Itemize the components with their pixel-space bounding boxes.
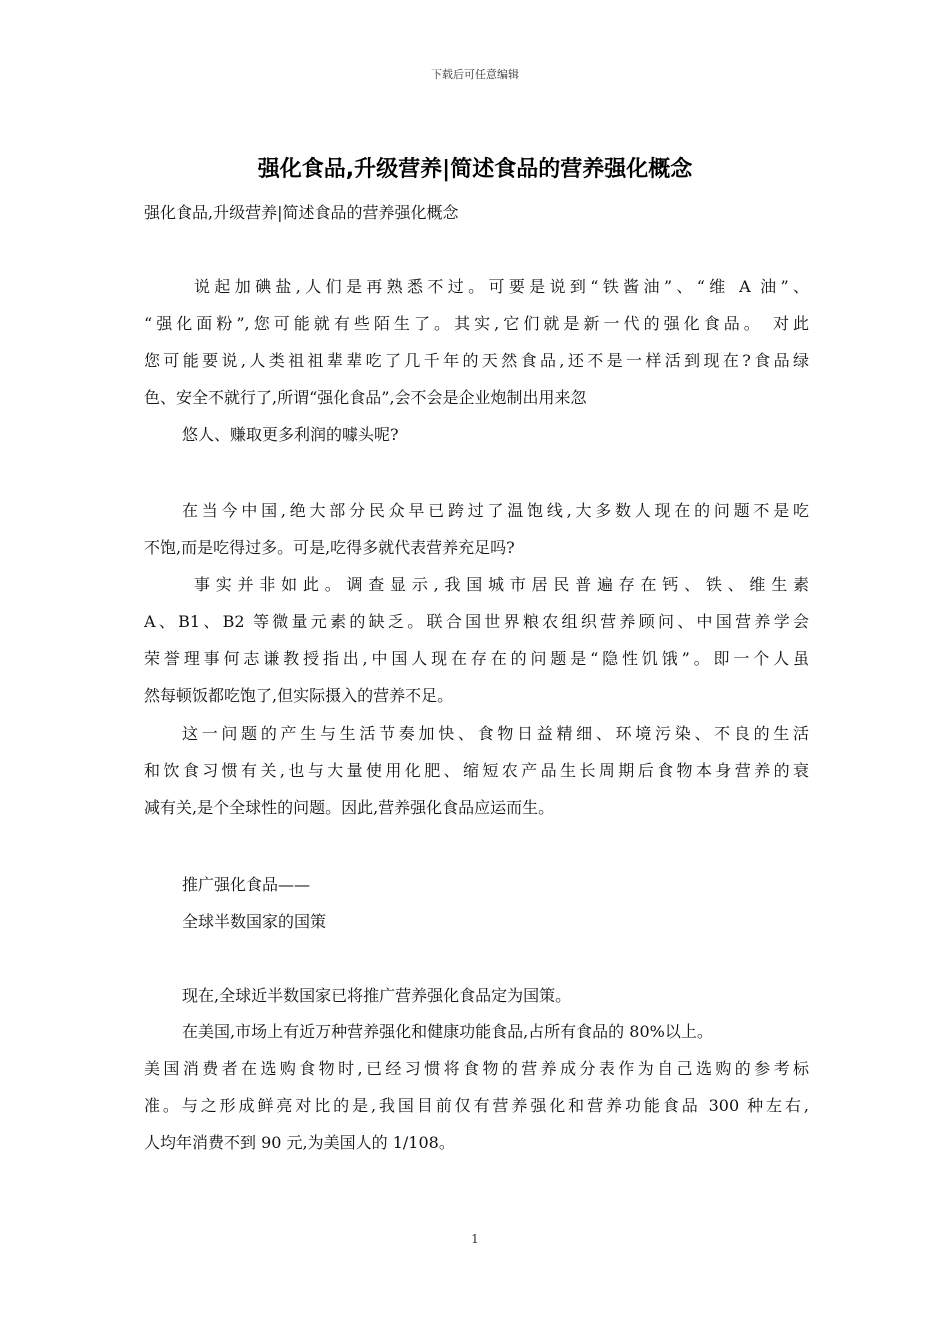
paragraph-line: 不饱,而是吃得过多。可是,吃得多就代表营养充足吗? xyxy=(144,538,515,557)
page-number: 1 xyxy=(471,1232,479,1246)
paragraph-line: 减有关,是个全球性的问题。因此,营养强化食品应运而生。 xyxy=(144,798,555,817)
paragraph-line: 准。与之形成鲜亮对比的是,我国目前仅有营养强化和营养功能食品 300 种左右, xyxy=(144,1096,809,1115)
paragraph-line: “强化面粉”,您可能就有些陌生了。其实,它们就是新一代的强化食品。 对此 xyxy=(144,314,809,333)
paragraph-china-situation xyxy=(144,492,809,566)
paragraph-survey xyxy=(144,566,809,714)
paragraph-line: 美国消费者在选购食物时,已经习惯将食物的营养成分表作为自己选购的参考标 xyxy=(144,1059,809,1078)
paragraph-line: 荣誉理事何志谦教授指出,中国人现在存在的问题是“隐性饥饿”。即一个人虽 xyxy=(144,649,809,668)
paragraph-intro xyxy=(144,268,809,416)
paragraph-line: 现在,全球近半数国家已将推广营养强化食品定为国策。 xyxy=(182,986,572,1005)
paragraph-line: 事实并非如此。调查显示,我国城市居民普遍存在钙、铁、维生素 xyxy=(194,575,809,594)
paragraph-line: 在当今中国,绝大部分民众早已跨过了温饱线,大多数人现在的问题不是吃 xyxy=(182,501,809,520)
section-heading-line: 全球半数国家的国策 xyxy=(182,912,327,931)
paragraph-line: 这一问题的产生与生活节奏加快、食物日益精细、环境污染、不良的生活 xyxy=(182,724,809,743)
header-note: 下载后可任意编辑 xyxy=(431,68,519,81)
section-heading xyxy=(144,866,809,940)
paragraph-line: 色、安全不就行了,所谓“强化食品”,会不会是企业炮制出用来忽 xyxy=(144,388,587,407)
paragraph-line: 您可能要说,人类祖祖辈辈吃了几千年的天然食品,还不是一样活到现在?食品绿 xyxy=(144,351,809,370)
paragraph-line: 说起加碘盐,人们是再熟悉不过。可要是说到“铁酱油”、“维 A 油”、 xyxy=(194,277,809,296)
paragraph-line: 悠人、赚取更多利润的噱头呢? xyxy=(182,425,399,444)
document-title: 强化食品,升级营养|简述食品的营养强化概念 xyxy=(257,157,693,182)
paragraph-line: 在美国,市场上有近万种营养强化和健康功能食品,占所有食品的 80%以上。 xyxy=(182,1022,713,1041)
section-heading-line: 推广强化食品—— xyxy=(182,875,311,894)
paragraph-line: 然每顿饭都吃饱了,但实际摄入的营养不足。 xyxy=(144,686,454,705)
paragraph-global-policy xyxy=(144,977,809,1014)
document-subtitle: 强化食品,升级营养|简述食品的营养强化概念 xyxy=(144,203,459,222)
paragraph-line: 人均年消费不到 90 元,为美国人的 1/108。 xyxy=(144,1133,455,1152)
paragraph-question xyxy=(144,416,809,453)
paragraph-line: 和饮食习惯有关,也与大量使用化肥、缩短农产品生长周期后食物本身营养的衰 xyxy=(144,761,809,780)
paragraph-causes xyxy=(144,715,809,826)
paragraph-usa-comparison xyxy=(144,1013,809,1161)
paragraph-line: A、B1、B2 等微量元素的缺乏。联合国世界粮农组织营养顾问、中国营养学会 xyxy=(144,612,809,631)
